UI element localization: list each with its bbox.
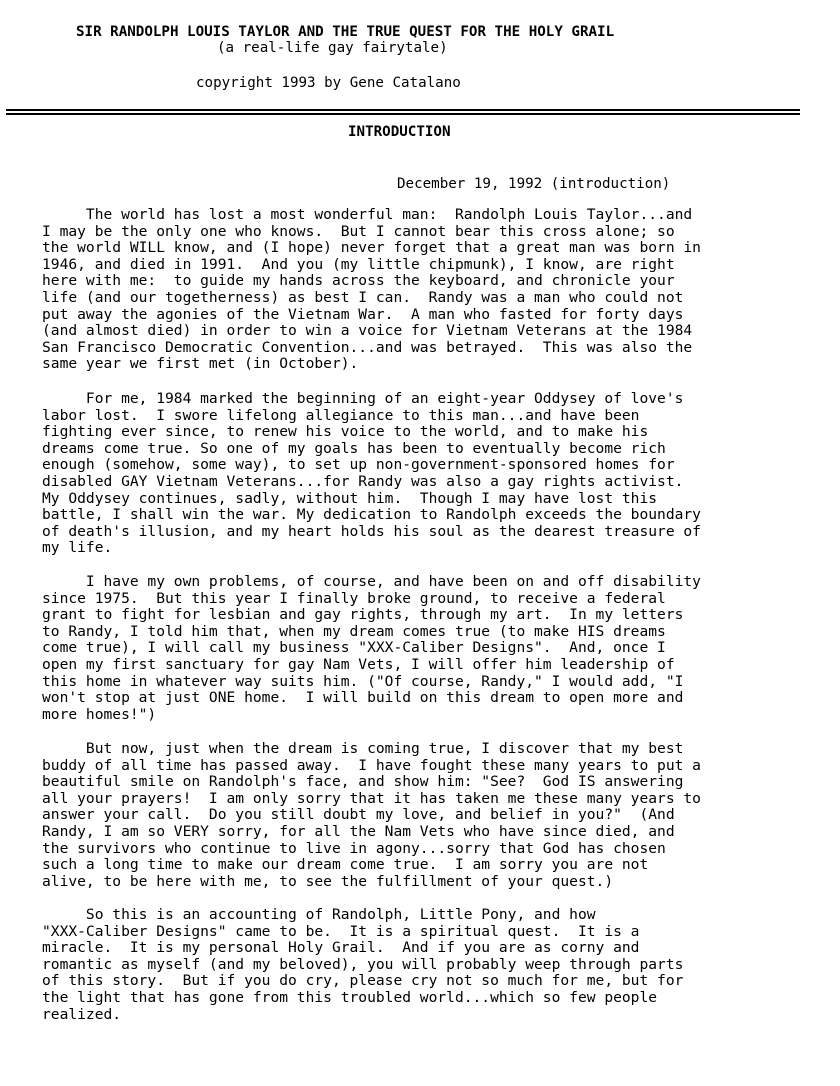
paragraph: For me, 1984 marked the beginning of an eight-year Oddysey of love's labor lost. I swore lifelong allegiance to this man...and have been fighting ever since, to renew his voice to the world, and to make his dreams come true. So one of my goals has been to eventually become rich enough (somehow, some way), to set up non-government-sponsored homes for disabled GAY Vietnam Veterans...for Randy was also a gay rights activist. My Oddysey continues, sadly, without him. Though I may have lost this battle, I shall win the war. My dedication to Randolph exceeds the boundary of death's illusion, and my heart holds his soul as the dearest treasure of my life.	[42, 390, 701, 557]
dateline: December 19, 1992 (introduction)	[397, 176, 671, 192]
paragraph: I have my own problems, of course, and have been on and off disability since 1975. But this year I finally broke ground, to receive a federal grant to fight for lesbian and gay rights, through my art. In my letters to Randy, I told him that, when my dream comes true (to make HIS dreams come true), I will call my business "XXX-Caliber Designs". And, once I open my first sanctuary for gay Nam Vets, I will offer him leadership of this home in whatever way suits him. ("Of course, Randy," I would add, "I won't stop at just ONE home. I will build on this dream to open more and more homes!")	[42, 573, 701, 723]
paragraph: The world has lost a most wonderful man: Randolph Louis Taylor...and I may be the only one who knows. But I cannot bear this cross alone; so the world WILL know, and (I hope) never forget that a great man was born in 1946, and died in 1991. And you (my little chipmunk), I know, are right here with me: to guide my hands across the keyboard, and chronicle your life (and our togetherness) as best I can. Randy was a man who could not put away the agonies of the Vietnam War. A man who fasted for forty days (and almost died) in order to win a voice for Vietnam Veterans at the 1984 San Francisco Democratic Convention...and was betrayed. This was also the same year we first met (in October).	[42, 206, 701, 373]
document-subtitle: (a real-life gay fairytale)	[217, 40, 448, 56]
separator-rule	[6, 108, 800, 116]
paragraph: But now, just when the dream is coming true, I discover that my best buddy of all time has passed away. I have fought these many years to put a beautiful smile on Randolph's face, and show him: "See? God IS answering all your prayers! I am only sorry that it has taken me these many years to answer your call. Do you still doubt my love, and belief in you?" (And Randy, I am so VERY sorry, for all the Nam Vets who have since died, and the survivors who continue to live in agony...sorry that God has chosen such a long time to make our dream come true. I am sorry you are not alive, to be here with me, to see the fulfillment of your quest.)	[42, 740, 701, 890]
document-title: SIR RANDOLPH LOUIS TAYLOR AND THE TRUE QUEST FOR THE HOLY GRAIL	[76, 24, 615, 40]
copyright-line: copyright 1993 by Gene Catalano	[196, 75, 461, 91]
paragraph: So this is an accounting of Randolph, Little Pony, and how "XXX-Caliber Designs" came to be. It is a spiritual quest. It is a miracle. It is my personal Holy Grail. And if you are as corny and romantic as myself (and my beloved), you will probably weep through parts of this story. But if you do cry, please cry not so much for me, but for the light that has gone from this troubled world...which so few people realized.	[42, 906, 684, 1023]
section-heading: INTRODUCTION	[348, 124, 451, 140]
